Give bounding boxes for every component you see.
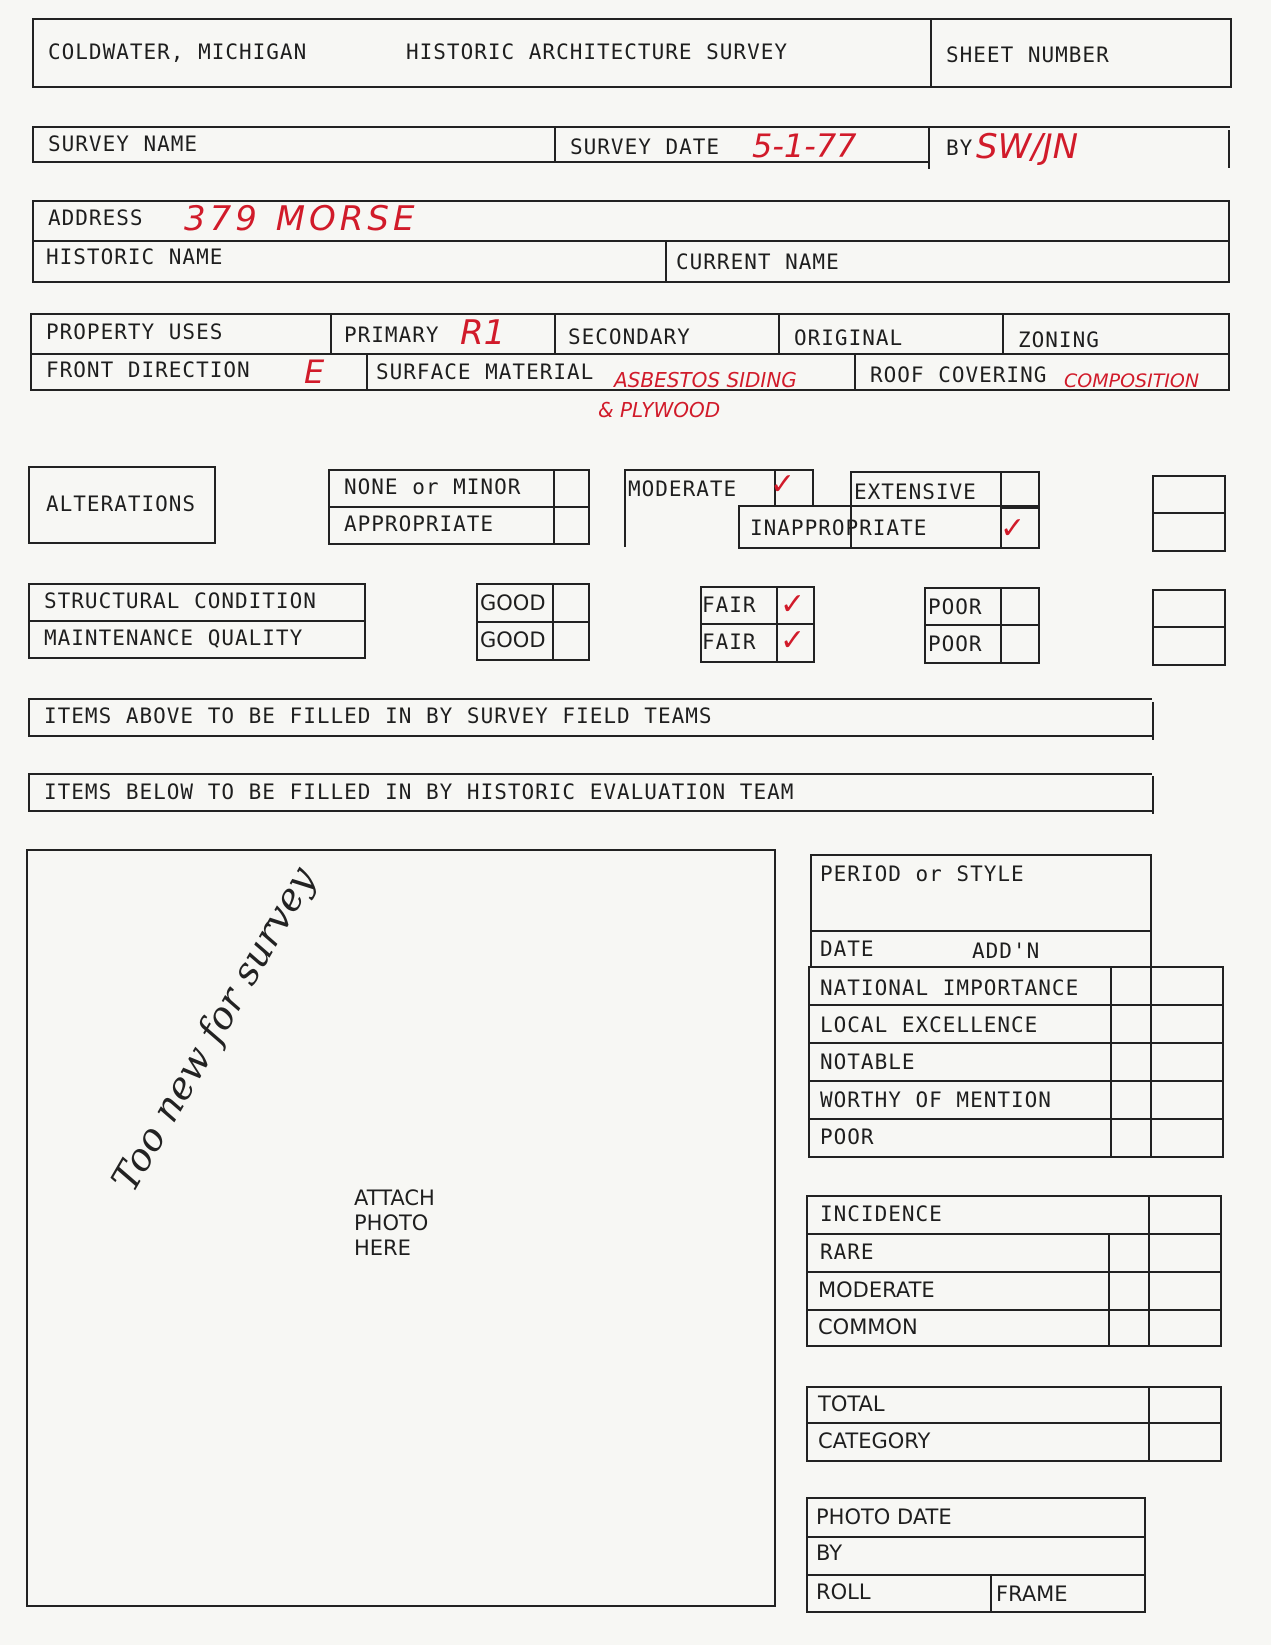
historic-name-label: HISTORIC NAME: [46, 245, 224, 269]
surface-material-value-1: ASBESTOS SIDING: [614, 368, 797, 392]
survey-div-1: [554, 126, 556, 163]
date-label: DATE: [820, 937, 875, 961]
survey-by-value: SW/JN: [976, 127, 1079, 167]
roof-covering-label: ROOF COVERING: [870, 363, 1048, 387]
maintenance-fair-checkmark[interactable]: ✓: [780, 623, 806, 658]
good-maintenance: GOOD: [480, 628, 546, 652]
photo-info-line-2: [806, 1574, 1144, 1576]
incidence-rare-label: RARE: [820, 1240, 875, 1264]
address-label: ADDRESS: [48, 206, 144, 230]
importance-line-2: [808, 1042, 1222, 1044]
header-city: COLDWATER, MICHIGAN: [48, 40, 308, 64]
property-div-6: [854, 353, 856, 391]
property-uses-label: PROPERTY USES: [46, 320, 224, 344]
survey-name-label: SURVEY NAME: [48, 132, 199, 156]
importance-score-col-2: [1150, 966, 1152, 1158]
header-title: HISTORIC ARCHITECTURE SURVEY: [406, 40, 789, 64]
zoning-label: ZONING: [1018, 328, 1100, 352]
alt-inappropriate-checkmark[interactable]: ✓: [1000, 511, 1026, 546]
property-mid-line: [30, 353, 1228, 355]
property-div-1: [330, 313, 332, 355]
fair-maintenance: FAIR: [702, 630, 757, 654]
eval-team-bottom: [28, 810, 1152, 812]
period-style-divider: [810, 930, 1150, 932]
alt-extensive-check-col: [1000, 471, 1002, 547]
survey-date-value: 5-1-77: [752, 127, 857, 165]
poor-check-col: [1000, 587, 1002, 664]
period-style-label: PERIOD or STYLE: [820, 862, 1025, 886]
incidence-line-3: [806, 1309, 1220, 1311]
alt-left-mid: [328, 506, 588, 508]
fair-structural: FAIR: [702, 593, 757, 617]
importance-score-col-1: [1110, 966, 1112, 1158]
good-check-col: [552, 583, 554, 661]
alt-none-minor: NONE or MINOR: [344, 475, 522, 499]
address-mid-line: [32, 240, 1228, 242]
addn-label: ADD'N: [972, 939, 1041, 963]
eval-team-right: [1152, 776, 1154, 814]
surface-material-value-2: & PLYWOOD: [598, 398, 721, 422]
evaluation-poor-label: POOR: [820, 1125, 875, 1149]
eval-team-note: ITEMS BELOW TO BE FILLED IN BY HISTORIC EVALUATION TEAM: [44, 780, 795, 804]
totals-score-col: [1148, 1386, 1150, 1462]
alt-extensive-mid: [1000, 507, 1040, 509]
photo-by-label: BY: [816, 1541, 843, 1565]
national-importance-label: NATIONAL IMPORTANCE: [820, 976, 1080, 1000]
fair-check-col: [776, 586, 778, 663]
alt-moderate-checkmark[interactable]: ✓: [770, 467, 796, 502]
attach-photo-line-3: HERE: [354, 1236, 411, 1260]
local-excellence-label: LOCAL EXCELLENCE: [820, 1013, 1039, 1037]
photo-info-frame-col: [990, 1574, 992, 1613]
structural-fair-checkmark[interactable]: ✓: [780, 587, 806, 622]
worthy-of-mention-label: WORTHY OF MENTION: [820, 1088, 1052, 1112]
survey-left-line: [32, 126, 34, 163]
poor-structural: POOR: [928, 595, 983, 619]
poor-maintenance: POOR: [928, 632, 983, 656]
incidence-common-label: COMMON: [818, 1315, 918, 1339]
primary-value: R1: [460, 313, 506, 353]
eval-team-top: [28, 773, 1152, 775]
property-div-5: [366, 353, 368, 391]
sheet-number-label: SHEET NUMBER: [946, 43, 1110, 67]
field-teams-right: [1152, 702, 1154, 740]
roof-covering-value: COMPOSITION: [1064, 370, 1200, 392]
alt-inapp-left: [738, 505, 740, 549]
current-name-label: CURRENT NAME: [676, 250, 840, 274]
incidence-moderate-label: MODERATE: [818, 1278, 935, 1302]
property-div-2: [554, 313, 556, 355]
attach-photo-line-1: ATTACH: [354, 1186, 435, 1210]
photo-info-line-1: [806, 1536, 1144, 1538]
roll-label: ROLL: [816, 1580, 871, 1604]
alt-appropriate-check[interactable]: [553, 506, 590, 545]
handwritten-note: Too new for survey: [102, 859, 324, 1199]
alterations-label: ALTERATIONS: [46, 492, 197, 516]
alt-inappropriate: INAPPROPRIATE: [750, 516, 928, 540]
alt-mid-left: [624, 469, 626, 547]
frame-label: FRAME: [996, 1582, 1068, 1606]
original-label: ORIGINAL: [794, 326, 904, 350]
front-direction-value: E: [304, 353, 325, 391]
survey-date-label: SURVEY DATE: [570, 135, 721, 159]
field-teams-note: ITEMS ABOVE TO BE FILLED IN BY SURVEY FIELD TEAMS: [44, 704, 713, 728]
incidence-score-col-1: [1108, 1233, 1110, 1347]
alt-extensive: EXTENSIVE: [854, 480, 977, 504]
address-value: 379 MORSE: [184, 199, 419, 239]
attach-photo-line-2: PHOTO: [354, 1211, 429, 1235]
incidence-line-1: [806, 1233, 1220, 1235]
condition-score-mid: [1152, 626, 1224, 628]
field-teams-left: [28, 698, 30, 737]
condition-label-mid: [28, 620, 364, 622]
field-teams-bottom: [28, 735, 1152, 737]
alt-appropriate: APPROPRIATE: [344, 512, 495, 536]
structural-condition-label: STRUCTURAL CONDITION: [44, 589, 317, 613]
field-teams-top: [28, 698, 1152, 700]
survey-right-line: [1228, 130, 1230, 168]
alt-moderate: MODERATE: [628, 477, 738, 501]
property-div-4: [1002, 313, 1004, 355]
alt-none-check[interactable]: [553, 469, 590, 508]
totals-mid: [806, 1422, 1220, 1424]
photo-date-label: PHOTO DATE: [816, 1505, 952, 1529]
importance-line-1: [808, 1004, 1222, 1006]
survey-div-2: [928, 128, 930, 169]
alt-score-mid: [1152, 512, 1224, 514]
survey-by-label: BY: [946, 136, 974, 160]
address-divider: [665, 240, 667, 283]
maintenance-quality-label: MAINTENANCE QUALITY: [44, 626, 304, 650]
surface-material-label: SURFACE MATERIAL: [376, 360, 595, 384]
total-label: TOTAL: [818, 1392, 885, 1416]
property-div-3: [778, 313, 780, 355]
front-direction-label: FRONT DIRECTION: [46, 358, 251, 382]
secondary-label: SECONDARY: [568, 325, 691, 349]
category-label: CATEGORY: [818, 1429, 931, 1453]
eval-team-left: [28, 773, 30, 812]
importance-line-3: [808, 1080, 1222, 1082]
incidence-label: INCIDENCE: [820, 1202, 943, 1226]
good-structural: GOOD: [480, 591, 546, 615]
good-mid: [476, 621, 588, 623]
poor-mid: [924, 624, 1038, 626]
primary-label: PRIMARY: [344, 323, 440, 347]
incidence-line-2: [806, 1271, 1220, 1273]
header-divider: [930, 18, 932, 88]
alt-moderate-right: [812, 469, 814, 505]
importance-line-4: [808, 1118, 1222, 1120]
notable-label: NOTABLE: [820, 1050, 916, 1074]
